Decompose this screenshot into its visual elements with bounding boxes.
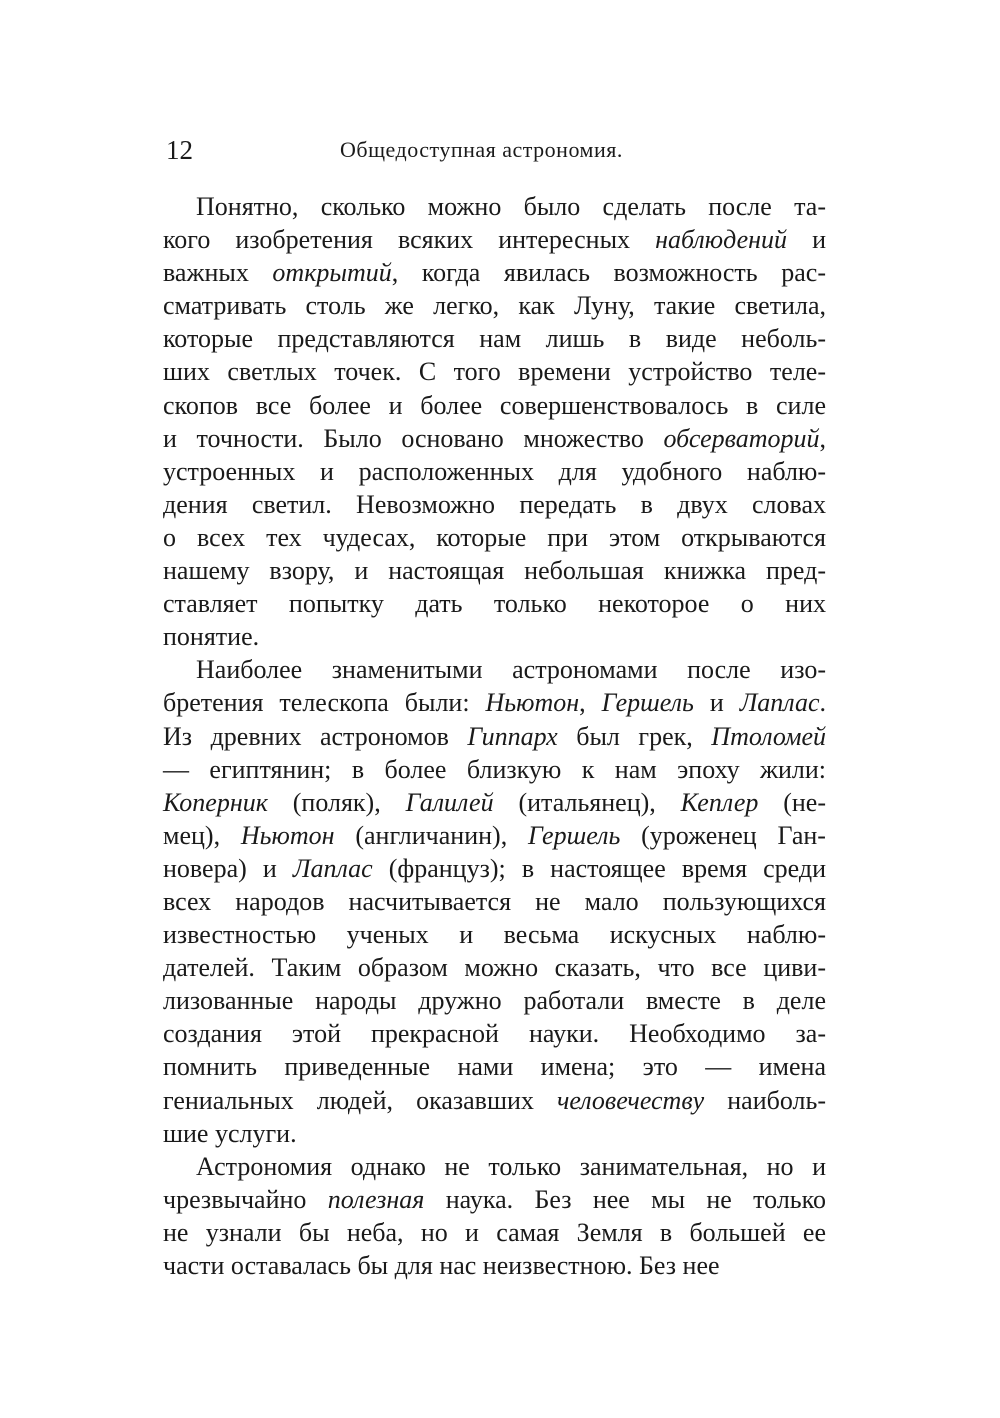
text-line: [163, 223, 826, 256]
text-line: [163, 1117, 826, 1150]
text-run: ,: [819, 423, 826, 453]
text-run: чрезвычайно: [163, 1184, 328, 1214]
text-line: [163, 355, 826, 388]
italic-term: открытий: [272, 258, 392, 288]
text-run: .: [819, 688, 827, 718]
text-run: и точности. Было основано множество: [163, 423, 664, 453]
text-run: кого изобретения всяких интересных: [163, 225, 656, 255]
text-run: дения светил. Невозможно передать в двух словах: [163, 489, 826, 519]
text-run: ших светлых точек. С того времени устройство теле-: [163, 357, 826, 387]
text-run: бретения телескопа были:: [163, 688, 486, 718]
text-line: [163, 521, 826, 554]
italic-term: Ньютон: [240, 820, 335, 850]
text-run: дателей. Таким образом можно сказать, что все циви-: [163, 953, 826, 983]
text-line: [163, 455, 826, 488]
text-line: [163, 1183, 826, 1216]
text-run: наиболь-: [704, 1085, 826, 1115]
text-run: лизованные народы дружно работали вместе в деле: [163, 986, 826, 1016]
text-run: о всех тех чудесах, которые при этом открываются: [163, 522, 826, 552]
text-run: нашему взору, и настоящая небольшая книжка пред-: [163, 556, 826, 586]
text-run: и: [693, 688, 740, 718]
text-run: (француз); в настоящее время среди: [372, 853, 826, 883]
text-line: [163, 1249, 826, 1282]
italic-term: Ньютон: [485, 688, 580, 718]
text-run: создания этой прекрасной науки. Необходимо за-: [163, 1019, 826, 1049]
text-line: [163, 554, 826, 587]
text-run: не узнали бы неба, но и самая Земля в большей ее: [163, 1217, 826, 1247]
text-run: (англичанин),: [334, 820, 529, 850]
text-run: Наиболее знаменитыми астрономами после изо-: [196, 655, 826, 685]
text-run: (итальянец),: [493, 787, 681, 817]
text-run: ,: [579, 688, 602, 718]
italic-term: Лаплас: [739, 688, 820, 718]
text-run: (уроженец Ган-: [620, 820, 826, 850]
text-run: наука. Без нее мы не только: [424, 1184, 826, 1214]
page-header: [166, 135, 826, 167]
italic-term: Коперник: [163, 787, 268, 817]
text-run: сматривать столь же легко, как Луну, такие светила,: [163, 291, 826, 321]
text-run: части оставалась бы для нас неизвестною. Без нее: [163, 1251, 720, 1280]
text-run: понятие.: [163, 622, 260, 652]
text-line: [163, 389, 826, 422]
text-run: ставляет попытку дать только некоторое о них: [163, 589, 826, 619]
text-line: [163, 620, 826, 653]
italic-term: человечеству: [556, 1085, 705, 1115]
text-run: гениальных людей, оказавших: [163, 1085, 557, 1115]
text-run: скопов все более и более совершенствовалось в силе: [163, 390, 826, 420]
text-line: [163, 819, 826, 852]
body-text: [163, 190, 826, 1282]
text-run: Понятно, сколько можно было сделать после та-: [196, 192, 826, 221]
text-run: устроенных и расположенных для удобного наблю-: [163, 456, 826, 486]
italic-term: Лаплас: [292, 853, 373, 883]
text-line: [163, 1084, 826, 1117]
text-run: известностью ученых и весьма искусных наблю-: [163, 920, 826, 950]
text-line: [163, 190, 826, 223]
text-run: важных: [163, 258, 273, 288]
text-line: [163, 322, 826, 355]
text-run: помнить приведенные нами имена; это — имена: [163, 1052, 826, 1082]
text-line: [163, 1050, 826, 1083]
text-line: [163, 256, 826, 289]
italic-term: Галилей: [405, 787, 494, 817]
text-line: [163, 289, 826, 322]
text-run: Из древних астрономов: [163, 721, 468, 751]
text-run: которые представляются нам лишь в виде неболь-: [163, 324, 826, 354]
text-run: был грек,: [557, 721, 712, 751]
text-run: шие услуги.: [163, 1118, 297, 1148]
text-run: Астрономия однако не только занимательная, но и: [196, 1151, 826, 1181]
italic-term: Кеплер: [680, 787, 759, 817]
text-line: [163, 720, 826, 753]
paragraph: [163, 653, 826, 1149]
text-line: [163, 422, 826, 455]
text-line: [163, 984, 826, 1017]
text-run: — египтянин; в более близкую к нам эпоху жили:: [163, 754, 826, 784]
italic-term: Гершель: [528, 820, 621, 850]
italic-term: Гершель: [601, 688, 694, 718]
text-line: [163, 885, 826, 918]
text-run: , когда явилась возможность рас-: [391, 258, 826, 288]
paragraph: [163, 190, 826, 653]
running-title: Общедоступная астрономия.: [340, 137, 623, 162]
italic-term: Птоломей: [711, 721, 826, 751]
text-line: [163, 686, 826, 719]
italic-term: обсерваторий: [663, 423, 820, 453]
text-run: (не-: [758, 787, 826, 817]
text-line: [163, 587, 826, 620]
text-line: [163, 488, 826, 521]
text-run: всех народов насчитывается не мало пользующихся: [163, 886, 826, 916]
italic-term: полезная: [327, 1184, 425, 1214]
paragraph: [163, 1150, 826, 1282]
italic-term: наблюдений: [655, 225, 788, 255]
text-line: [163, 852, 826, 885]
text-line: [163, 1150, 826, 1183]
text-run: мец),: [163, 820, 241, 850]
text-run: и: [787, 225, 826, 255]
text-line: [163, 1017, 826, 1050]
text-line: [163, 753, 826, 786]
text-line: [163, 786, 826, 819]
text-line: [163, 918, 826, 951]
page-number: 12: [166, 135, 193, 165]
text-line: [163, 653, 826, 686]
text-line: [163, 1216, 826, 1249]
italic-term: Гиппарх: [467, 721, 558, 751]
text-run: новера) и: [163, 853, 293, 883]
text-run: (поляк),: [267, 787, 406, 817]
text-line: [163, 951, 826, 984]
